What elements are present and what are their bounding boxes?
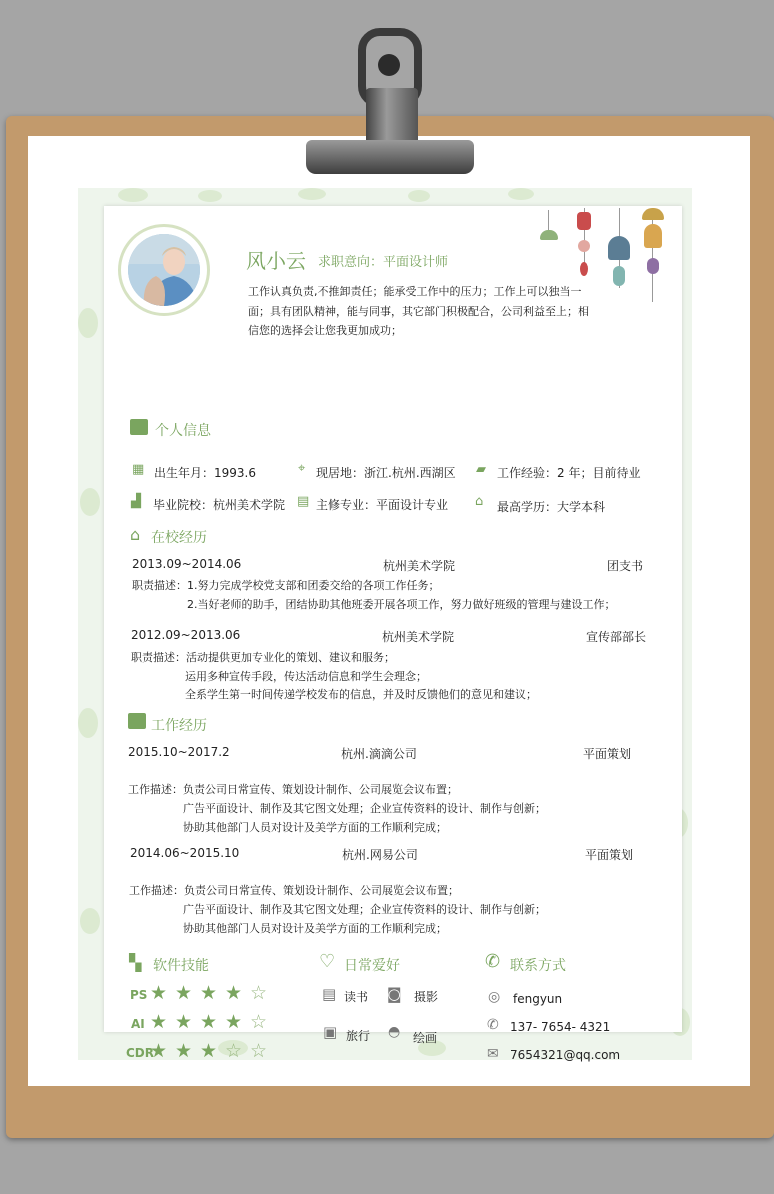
intro-line-3: 信您的选择会让您我更加成功； <box>248 324 402 337</box>
skill-ai-label: AI <box>131 1017 145 1031</box>
campus-1-period: 2013.09~2014.06 <box>132 557 242 571</box>
skill-cdr-label: CDR <box>126 1046 155 1060</box>
hobby-travel: 旅行 <box>346 1029 371 1043</box>
work-1-desc-2: 广告平面设计、制作及其它图文处理；企业宣传资料的设计、制作与创新； <box>183 802 546 815</box>
phone-circle-icon: ✆ <box>485 951 501 972</box>
phone-icon: ✆ <box>487 1017 499 1033</box>
section-title-skills: 软件技能 <box>153 958 209 974</box>
work-2-desc-2: 广告平面设计、制作及其它图文处理；企业宣传资料的设计、制作与创新； <box>183 903 546 916</box>
location-info: 现居地：浙江.杭州.西湖区 <box>316 466 456 480</box>
skill-ps-label: PS <box>130 988 148 1002</box>
section-title-work: 工作经历 <box>151 718 207 734</box>
campus-1-org: 杭州美术学院 <box>383 559 456 573</box>
campus-2-org: 杭州美术学院 <box>382 630 455 644</box>
star-icon: ☆ <box>250 982 268 1004</box>
job-objective: 求职意向：平面设计师 <box>318 255 449 270</box>
hobby-reading: 读书 <box>344 990 369 1004</box>
candidate-name: 风小云 <box>246 249 306 273</box>
location-pin-icon: ⌖ <box>298 461 306 476</box>
star-icon: ★ <box>225 982 243 1004</box>
heart-icon: ♡ <box>319 951 336 972</box>
work-1-org: 杭州.滴滴公司 <box>341 747 417 761</box>
campus-2-desc-2: 运用多种宣传手段，传达活动信息和学生会理念； <box>185 670 427 683</box>
star-icon: ★ <box>175 982 193 1004</box>
star-icon: ★ <box>175 1011 193 1033</box>
binder-clip <box>366 88 418 144</box>
campus-2-desc-3: 全系学生第一时间传递学校发布的信息，并及时反馈他们的意见和建议； <box>185 688 537 701</box>
star-icon: ★ <box>150 1011 168 1033</box>
major-info: 主修专业：平面设计专业 <box>316 498 449 512</box>
graduation-cap-icon: ⌂ <box>475 494 484 509</box>
work-1-period: 2015.10~2017.2 <box>128 745 230 759</box>
section-title-hobbies: 日常爱好 <box>344 958 400 974</box>
work-2-role: 平面策划 <box>585 848 634 862</box>
work-2-period: 2014.06~2015.10 <box>130 846 240 860</box>
star-icon: ★ <box>150 1040 168 1062</box>
work-2-desc-1: 工作描述：负责公司日常宣传、策划设计制作、公司展览会议布置； <box>129 884 459 897</box>
avatar-photo <box>128 234 200 306</box>
star-icon: ★ <box>200 1011 218 1033</box>
contact-wechat: fengyun <box>513 992 563 1006</box>
contact-phone: 137- 7654- 4321 <box>510 1020 611 1034</box>
intro-line-1: 工作认真负责,不推卸责任；能承受工作中的压力；工作上可以独当一 <box>248 285 582 298</box>
work-2-org: 杭州.网易公司 <box>342 848 418 862</box>
paint-palette-icon: ◓ <box>388 1024 401 1040</box>
campus-2-role: 宣传部部长 <box>586 630 647 644</box>
institution-icon: ⌂ <box>130 525 141 544</box>
intro-line-2: 面；具有团队精神，能与同事，其它部门积极配合，公司利益至上；相 <box>248 305 589 318</box>
binder-clip-base <box>306 140 474 174</box>
star-icon: ☆ <box>250 1011 268 1033</box>
grid-squares-icon: ▚ <box>129 953 142 972</box>
section-title-personal: 个人信息 <box>155 423 211 439</box>
calendar-icon: ▦ <box>132 462 145 477</box>
work-1-desc-3: 协助其他部门人员对设计及美学方面的工作顺利完成； <box>183 821 447 834</box>
work-2-desc-3: 协助其他部门人员对设计及美学方面的工作顺利完成； <box>183 922 447 935</box>
school-building-icon: ▟ <box>131 494 141 509</box>
campus-1-role: 团支书 <box>607 559 644 573</box>
campus-1-desc-2: 2.当好老师的助手，团结协助其他班委开展各项工作，努力做好班级的管理与建设工作； <box>187 598 616 611</box>
campus-1-desc-1: 职责描述：1.努力完成学校党支部和团委交给的各项工作任务； <box>132 579 440 592</box>
work-1-role: 平面策划 <box>583 747 632 761</box>
hobby-painting: 绘画 <box>413 1031 438 1045</box>
section-title-contact: 联系方式 <box>510 958 566 974</box>
star-icon: ★ <box>225 1011 243 1033</box>
star-icon: ★ <box>200 1040 218 1062</box>
degree-info: 最高学历：大学本科 <box>497 500 606 514</box>
campus-2-period: 2012.09~2013.06 <box>131 628 241 642</box>
work-1-desc-1: 工作描述：负责公司日常宣传、策划设计制作、公司展览会议布置； <box>128 783 458 796</box>
book-icon: ▤ <box>322 985 337 1003</box>
hobby-photography: 摄影 <box>414 990 439 1004</box>
mail-icon: ✉ <box>487 1046 499 1062</box>
star-icon: ★ <box>200 982 218 1004</box>
suitcase-icon: ▣ <box>323 1023 338 1041</box>
campus-2-desc-1: 职责描述：活动提供更加专业化的策划、建议和服务； <box>131 651 395 664</box>
briefcase-icon: ▰ <box>476 462 486 477</box>
star-icon: ★ <box>175 1040 193 1062</box>
camera-icon: ◙ <box>387 985 402 1003</box>
section-title-campus: 在校经历 <box>151 530 207 546</box>
star-icon: ☆ <box>250 1040 268 1062</box>
star-icon: ★ <box>150 982 168 1004</box>
school-info: 毕业院校：杭州美术学院 <box>153 498 286 512</box>
id-card-icon <box>130 419 148 435</box>
document-icon: ▤ <box>297 494 310 509</box>
contact-email: 7654321@qq.com <box>510 1048 621 1062</box>
wechat-icon: ◎ <box>488 989 501 1005</box>
birth-info: 出生年月：1993.6 <box>154 466 256 480</box>
briefcase-section-icon <box>128 713 146 729</box>
experience-info: 工作经验：2 年；目前待业 <box>497 466 641 480</box>
star-icon: ☆ <box>225 1040 243 1062</box>
